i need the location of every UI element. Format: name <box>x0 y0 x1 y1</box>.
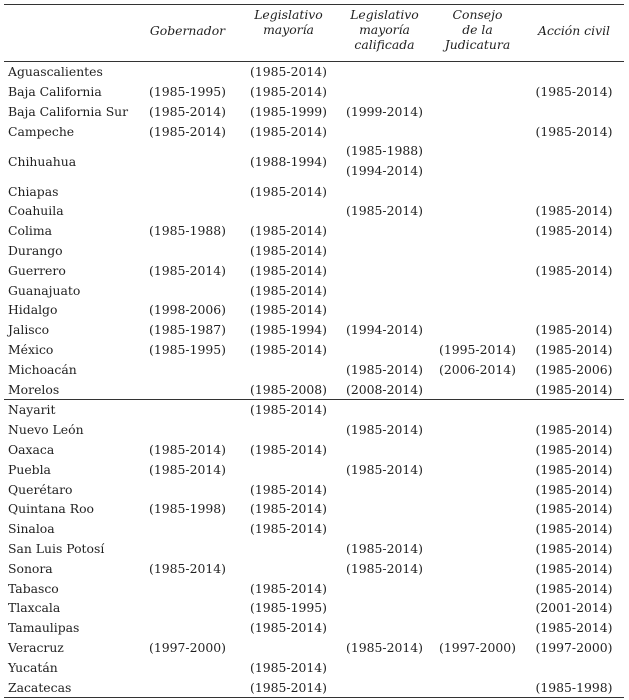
legislativo-calificada-cell: (1985-2014) <box>346 203 423 219</box>
header-consejo-l2: de la <box>462 22 493 37</box>
gobernador-cell: (1985-2014) <box>149 262 226 278</box>
gobernador-cell <box>136 618 239 638</box>
table-row <box>4 379 624 399</box>
table-row <box>4 82 624 102</box>
table-row <box>4 340 624 360</box>
legislativo-calificada-cell <box>338 121 431 141</box>
legislativo-mayoria-cell <box>239 201 338 221</box>
accion-civil-cell: (1985-2014) <box>535 123 613 139</box>
consejo-judicatura-cell <box>431 677 524 697</box>
state-cell: Sonora <box>8 560 53 576</box>
gobernador-cell: (1985-1987) <box>149 322 226 338</box>
gobernador-cell: (1985-1998) <box>149 501 226 517</box>
gobernador-cell: (1985-1995) <box>149 341 226 357</box>
state-cell: Durango <box>8 242 63 258</box>
accion-civil-cell: (1985-2014) <box>535 620 613 636</box>
legislativo-calificada-cell <box>338 82 431 102</box>
table-row <box>4 241 624 261</box>
legislativo-calificada-cell <box>338 141 431 181</box>
gobernador-cell <box>136 578 239 598</box>
gobernador-cell: (1985-2014) <box>149 441 226 457</box>
calificada-period-1: (1985-1988) <box>346 143 423 159</box>
legislativo-calificada-cell: (1985-2014) <box>346 461 423 477</box>
legislativo-mayoria-cell: (1985-2014) <box>250 501 327 517</box>
consejo-judicatura-cell <box>431 62 524 82</box>
state-cell: Campeche <box>8 123 75 139</box>
legislativo-mayoria-cell: (1985-2014) <box>250 183 327 199</box>
header-accion-civil <box>524 5 624 62</box>
gobernador-cell <box>136 241 239 261</box>
consejo-judicatura-cell <box>431 440 524 460</box>
consejo-judicatura-cell <box>431 379 524 399</box>
accion-civil-cell <box>524 241 624 261</box>
consejo-judicatura-cell <box>431 181 524 201</box>
accion-civil-cell <box>524 102 624 122</box>
table-row <box>4 657 624 677</box>
gobernador-cell: (1985-1988) <box>149 223 226 239</box>
accion-civil-cell: (1985-2006) <box>535 361 613 377</box>
legislativo-mayoria-cell: (1985-2014) <box>250 521 327 537</box>
consejo-judicatura-cell <box>431 102 524 122</box>
table-row <box>4 578 624 598</box>
gobernador-cell: (1985-2014) <box>149 461 226 477</box>
header-legislativo-calificada <box>338 5 431 62</box>
legislativo-mayoria-cell: (1985-2014) <box>250 84 327 100</box>
gobernador-cell: (1985-2014) <box>149 560 226 576</box>
table-row <box>4 677 624 697</box>
table-row <box>4 320 624 340</box>
state-cell: Puebla <box>8 461 51 477</box>
gobernador-cell: (1998-2006) <box>149 302 226 318</box>
table-row <box>4 479 624 499</box>
consejo-judicatura-cell <box>431 499 524 519</box>
table-row <box>4 399 624 419</box>
state-cell: Hidalgo <box>8 302 58 318</box>
accion-civil-cell: (1985-2014) <box>535 481 613 497</box>
accion-civil-cell: (1985-2014) <box>535 580 613 596</box>
legislativo-calificada-cell <box>338 260 431 280</box>
calificada-period-2: (1994-2014) <box>346 163 423 179</box>
table-row <box>4 260 624 280</box>
legislativo-mayoria-cell: (1985-2014) <box>250 481 327 497</box>
table-row <box>4 420 624 440</box>
consejo-judicatura-cell <box>431 280 524 300</box>
legislativo-calificada-cell <box>338 657 431 677</box>
accion-civil-cell: (1985-2014) <box>535 560 613 576</box>
table-row <box>4 598 624 618</box>
legislativo-calificada-cell <box>338 241 431 261</box>
header-gobernador <box>136 5 239 62</box>
legislativo-calificada-cell: (1985-2014) <box>346 639 423 655</box>
accion-civil-cell <box>524 657 624 677</box>
consejo-judicatura-cell <box>431 578 524 598</box>
states-table <box>4 4 624 698</box>
legislativo-mayoria-cell: (1985-2014) <box>250 223 327 239</box>
table-row <box>4 359 624 379</box>
state-cell: Tlaxcala <box>8 600 61 616</box>
legislativo-calificada-cell <box>338 280 431 300</box>
legislativo-calificada-cell <box>338 221 431 241</box>
legislativo-calificada-cell <box>338 181 431 201</box>
legislativo-mayoria-cell: (1985-2014) <box>250 242 327 258</box>
legislativo-mayoria-cell <box>239 359 338 379</box>
legislativo-mayoria-cell <box>239 638 338 658</box>
consejo-judicatura-cell <box>431 598 524 618</box>
legislativo-calificada-cell: (1985-2014) <box>346 361 423 377</box>
state-cell: San Luis Potosí <box>8 540 105 556</box>
consejo-judicatura-cell: (1995-2014) <box>439 341 516 357</box>
state-cell: Zacatecas <box>4 677 136 697</box>
accion-civil-cell: (1985-2014) <box>535 322 613 338</box>
consejo-judicatura-cell <box>431 657 524 677</box>
legislativo-mayoria-cell: (1985-2014) <box>239 399 338 419</box>
header-accion-civil-label: Acción civil <box>538 23 610 38</box>
table-row <box>4 499 624 519</box>
state-cell: Baja California <box>8 84 102 100</box>
consejo-judicatura-cell <box>431 519 524 539</box>
accion-civil-cell <box>524 300 624 320</box>
gobernador-cell: (1997-2000) <box>149 639 226 655</box>
legislativo-mayoria-cell: (1985-1999) <box>250 103 327 119</box>
gobernador-cell <box>136 539 239 559</box>
state-cell: Nuevo León <box>8 422 84 438</box>
gobernador-cell <box>136 62 239 82</box>
gobernador-cell: (1985-2014) <box>149 123 226 139</box>
legislativo-mayoria-cell <box>239 539 338 559</box>
gobernador-cell <box>136 399 239 419</box>
accion-civil-cell: (1985-2014) <box>535 540 613 556</box>
consejo-judicatura-cell: (2006-2014) <box>439 361 516 377</box>
table-row <box>4 459 624 479</box>
legislativo-mayoria-cell: (1988-1994) <box>250 153 327 169</box>
header-state <box>4 5 136 62</box>
legislativo-calificada-cell: (1985-2014) <box>346 540 423 556</box>
consejo-judicatura-cell <box>431 121 524 141</box>
state-cell: Yucatán <box>8 659 58 675</box>
gobernador-cell <box>136 280 239 300</box>
state-cell: Guanajuato <box>8 282 81 298</box>
header-legislativo-calificada-l1: Legislativo <box>350 7 419 22</box>
gobernador-cell <box>136 141 239 181</box>
accion-civil-cell: (1985-1998) <box>524 677 624 697</box>
legislativo-calificada-cell <box>338 519 431 539</box>
legislativo-calificada-cell: (1985-2014) <box>346 422 423 438</box>
gobernador-cell <box>136 479 239 499</box>
consejo-judicatura-cell <box>431 221 524 241</box>
header-legislativo-calificada-l2: mayoría <box>359 22 410 37</box>
consejo-judicatura-cell <box>431 300 524 320</box>
legislativo-mayoria-cell: (1985-2014) <box>250 123 327 139</box>
legislativo-calificada-cell <box>338 440 431 460</box>
header-consejo-judicatura <box>431 5 524 62</box>
accion-civil-cell: (1985-2014) <box>535 461 613 477</box>
table-row <box>4 558 624 578</box>
legislativo-mayoria-cell: (1985-2014) <box>250 659 327 675</box>
state-cell: Querétaro <box>8 481 73 497</box>
accion-civil-cell <box>524 141 624 181</box>
accion-civil-cell: (1985-2014) <box>535 381 613 397</box>
legislativo-calificada-cell: (1994-2014) <box>346 322 423 338</box>
table-row <box>4 121 624 141</box>
accion-civil-cell: (1985-2014) <box>535 422 613 438</box>
accion-civil-cell: (1985-2014) <box>535 262 613 278</box>
state-cell: Jalisco <box>8 322 50 338</box>
header-legislativo-mayoria <box>239 5 338 62</box>
legislativo-calificada-cell <box>338 499 431 519</box>
legislativo-calificada-cell: (1999-2014) <box>346 103 423 119</box>
state-cell: Oaxaca <box>8 441 55 457</box>
accion-civil-cell: (1997-2000) <box>535 639 613 655</box>
accion-civil-cell <box>524 62 624 82</box>
state-cell: Quintana Roo <box>8 501 95 517</box>
header-gobernador-label: Gobernador <box>149 23 226 38</box>
legislativo-mayoria-cell <box>239 459 338 479</box>
accion-civil-cell: (1985-2014) <box>535 501 613 517</box>
table-row <box>4 280 624 300</box>
accion-civil-cell: (2001-2014) <box>535 600 613 616</box>
consejo-judicatura-cell <box>431 201 524 221</box>
consejo-judicatura-cell <box>431 459 524 479</box>
state-cell: Morelos <box>8 381 60 397</box>
legislativo-mayoria-cell: (1985-2014) <box>250 262 327 278</box>
table-row <box>4 539 624 559</box>
table-row <box>4 519 624 539</box>
legislativo-calificada-cell: (2008-2014) <box>346 381 423 397</box>
state-cell: Chihuahua <box>8 153 77 169</box>
legislativo-mayoria-cell <box>239 420 338 440</box>
accion-civil-cell <box>524 280 624 300</box>
legislativo-mayoria-cell <box>239 558 338 578</box>
table-row <box>4 62 624 82</box>
state-cell: Chiapas <box>8 183 59 199</box>
legislativo-mayoria-cell: (1985-2014) <box>250 302 327 318</box>
gobernador-cell <box>136 379 239 399</box>
table-row <box>4 618 624 638</box>
accion-civil-cell: (1985-2014) <box>535 521 613 537</box>
legislativo-mayoria-cell: (1985-2008) <box>250 381 327 397</box>
gobernador-cell <box>136 677 239 697</box>
gobernador-cell <box>136 359 239 379</box>
consejo-judicatura-cell <box>431 539 524 559</box>
consejo-judicatura-cell: (1997-2000) <box>439 639 516 655</box>
accion-civil-cell: (1985-2014) <box>535 441 613 457</box>
accion-civil-cell: (1985-2014) <box>535 203 613 219</box>
legislativo-mayoria-cell: (1985-1994) <box>250 322 327 338</box>
gobernador-cell: (1985-1995) <box>149 84 226 100</box>
state-cell: México <box>8 341 54 357</box>
state-cell: Coahuila <box>8 203 64 219</box>
table-row <box>4 201 624 221</box>
state-cell: Tamaulipas <box>8 620 80 636</box>
gobernador-cell <box>136 657 239 677</box>
legislativo-calificada-cell <box>338 300 431 320</box>
consejo-judicatura-cell <box>431 420 524 440</box>
legislativo-mayoria-cell: (1985-2014) <box>239 677 338 697</box>
state-cell: Nayarit <box>4 399 136 419</box>
state-cell: Baja California Sur <box>8 103 129 119</box>
state-cell: Veracruz <box>8 639 64 655</box>
consejo-judicatura-cell <box>431 82 524 102</box>
legislativo-calificada-cell <box>338 340 431 360</box>
legislativo-mayoria-cell: (1985-2014) <box>250 341 327 357</box>
header-legislativo-mayoria-l1: Legislativo <box>254 7 323 22</box>
table-row <box>4 221 624 241</box>
legislativo-mayoria-cell: (1985-2014) <box>250 441 327 457</box>
legislativo-mayoria-cell: (1985-2014) <box>250 620 327 636</box>
consejo-judicatura-cell <box>431 479 524 499</box>
state-cell: Aguascalientes <box>8 64 103 80</box>
table-row <box>4 102 624 122</box>
table-row <box>4 141 624 181</box>
gobernador-cell <box>136 201 239 221</box>
state-cell: Guerrero <box>8 262 66 278</box>
header-legislativo-calificada-l3: calificada <box>354 37 415 52</box>
table-row <box>4 300 624 320</box>
state-cell: Colima <box>8 223 53 239</box>
header-consejo-l3: Judicatura <box>444 37 511 52</box>
state-cell: Michoacán <box>8 361 77 377</box>
table-body <box>4 62 624 698</box>
legislativo-mayoria-cell: (1985-2014) <box>250 64 327 80</box>
accion-civil-cell: (1985-2014) <box>535 223 613 239</box>
accion-civil-cell <box>524 399 624 419</box>
gobernador-cell <box>136 519 239 539</box>
header-consejo-l1: Consejo <box>452 7 503 22</box>
accion-civil-cell: (1985-2014) <box>535 84 613 100</box>
state-cell: Sinaloa <box>8 521 55 537</box>
legislativo-calificada-cell <box>338 618 431 638</box>
legislativo-calificada-cell <box>338 62 431 82</box>
consejo-judicatura-cell <box>431 399 524 419</box>
legislativo-mayoria-cell: (1985-2014) <box>250 282 327 298</box>
consejo-judicatura-cell <box>431 618 524 638</box>
gobernador-cell <box>136 598 239 618</box>
legislativo-calificada-cell <box>338 598 431 618</box>
table-row <box>4 181 624 201</box>
table-row <box>4 440 624 460</box>
legislativo-mayoria-cell: (1985-2014) <box>250 580 327 596</box>
consejo-judicatura-cell <box>431 241 524 261</box>
state-cell: Tabasco <box>8 580 59 596</box>
header-legislativo-mayoria-l2: mayoría <box>263 22 314 37</box>
legislativo-calificada-cell <box>338 677 431 697</box>
table-row <box>4 638 624 658</box>
accion-civil-cell: (1985-2014) <box>535 341 613 357</box>
gobernador-cell <box>136 420 239 440</box>
accion-civil-cell <box>524 181 624 201</box>
legislativo-calificada-cell: (1985-2014) <box>346 560 423 576</box>
consejo-judicatura-cell <box>431 141 524 181</box>
gobernador-cell: (1985-2014) <box>149 103 226 119</box>
consejo-judicatura-cell <box>431 320 524 340</box>
legislativo-mayoria-cell: (1985-1995) <box>250 600 327 616</box>
legislativo-calificada-cell <box>338 479 431 499</box>
legislativo-calificada-cell <box>338 399 431 419</box>
consejo-judicatura-cell <box>431 260 524 280</box>
header-row <box>4 5 624 62</box>
gobernador-cell <box>136 181 239 201</box>
legislativo-calificada-cell <box>338 578 431 598</box>
consejo-judicatura-cell <box>431 558 524 578</box>
